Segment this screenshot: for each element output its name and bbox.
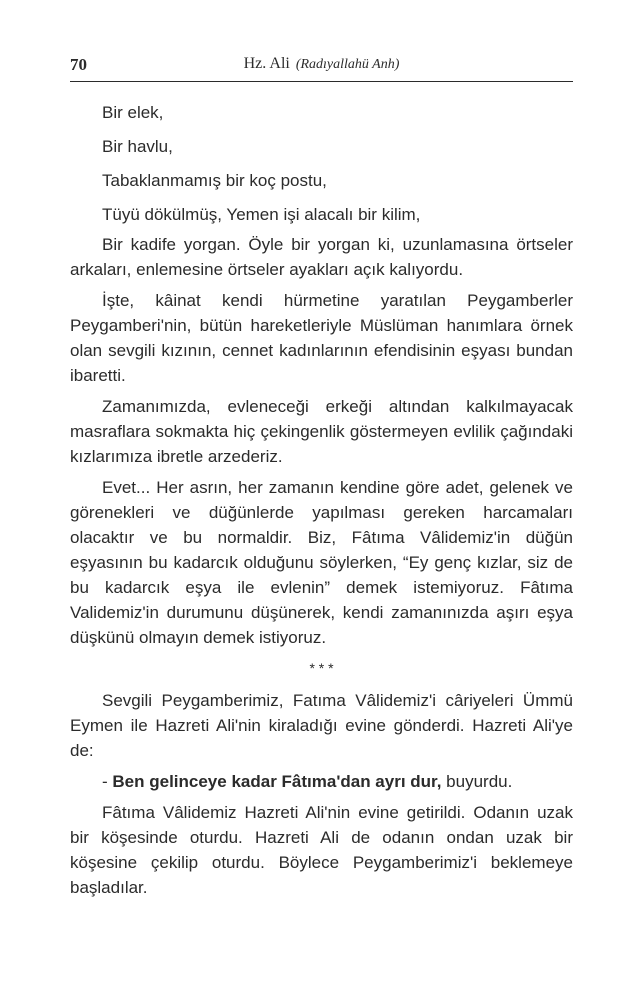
paragraph: Zamanımızda, evleneceği erkeği altından kalkılmayacak masraflara sokmakta hiç çekingenlik göstermeyen evlilik çağındaki kızlarımıza ibretle arzederiz. [70,397,573,466]
list-line: Bir havlu, [102,137,173,156]
paragraph: Bir kadife yorgan. Öyle bir yorgan ki, uzunlamasına örtseler arkaları, enlemesine örtseler ayakları açık kalıyordu. [70,235,573,279]
quote-dash: - [102,772,113,791]
book-title: Hz. Ali [243,55,290,72]
book-subtitle: (Radıyallahü Anh) [295,57,400,72]
page-body [70,96,573,906]
paragraph: İşte, kâinat kendi hürmetine yaratılan Peygamberler Peygamberi'nin, bütün hareketleriyle Müslüman hanımlara örnek olan sevgili kızının, cennet kadınlarının efendisinin eşyası bundan ibaretti. [70,291,573,385]
paragraph: Fâtıma Vâlidemiz Hazreti Ali'nin evine getirildi. Odanın uzak bir köşesinde oturdu. Hazreti Ali de odanın ondan uzak bir köşesine çekilip oturdu. Böylece Peygamberimiz'i beklemeye başladılar. [70,803,573,897]
list-line: Bir elek, [102,103,164,122]
page-number: 70 [70,55,87,74]
list-line: Tabaklanmamış bir koç postu, [102,171,327,190]
paragraph: Evet... Her asrın, her zamanın kendine göre adet, gelenek ve görenekleri ve düğünlerde yapılması gereken harcamaları olacaktır ve bu normaldir. Biz, Fâtıma Vâlidemiz'in düğün eşyasının bu kadarcık olduğunu söylerken, “Ey genç kızlar, siz de bu kadarcık eşya ile evlenin” demek istemiyoruz. Fâtıma Validemiz'in durumunu düşünerek, kendi zamanınızda aşırı eşya düşkünü olmayın demek istiyoruz. [70,478,573,647]
quoted-speech [70,769,573,794]
quote-bold: Ben gelinceye kadar Fâtıma'dan ayrı dur, [112,772,442,791]
running-header [70,55,573,82]
section-separator: * * * [309,660,334,676]
paragraph: Sevgili Peygamberimiz, Fatıma Vâlidemiz'i câriyeleri Ümmü Eymen ile Hazreti Ali'nin kiraladığı evine gönderdi. Hazreti Ali'ye de: [70,691,573,760]
list-line: Tüyü dökülmüş, Yemen işi alacalı bir kilim, [102,205,421,224]
quote-rest: buyurdu. [441,772,513,791]
running-title [70,55,573,73]
